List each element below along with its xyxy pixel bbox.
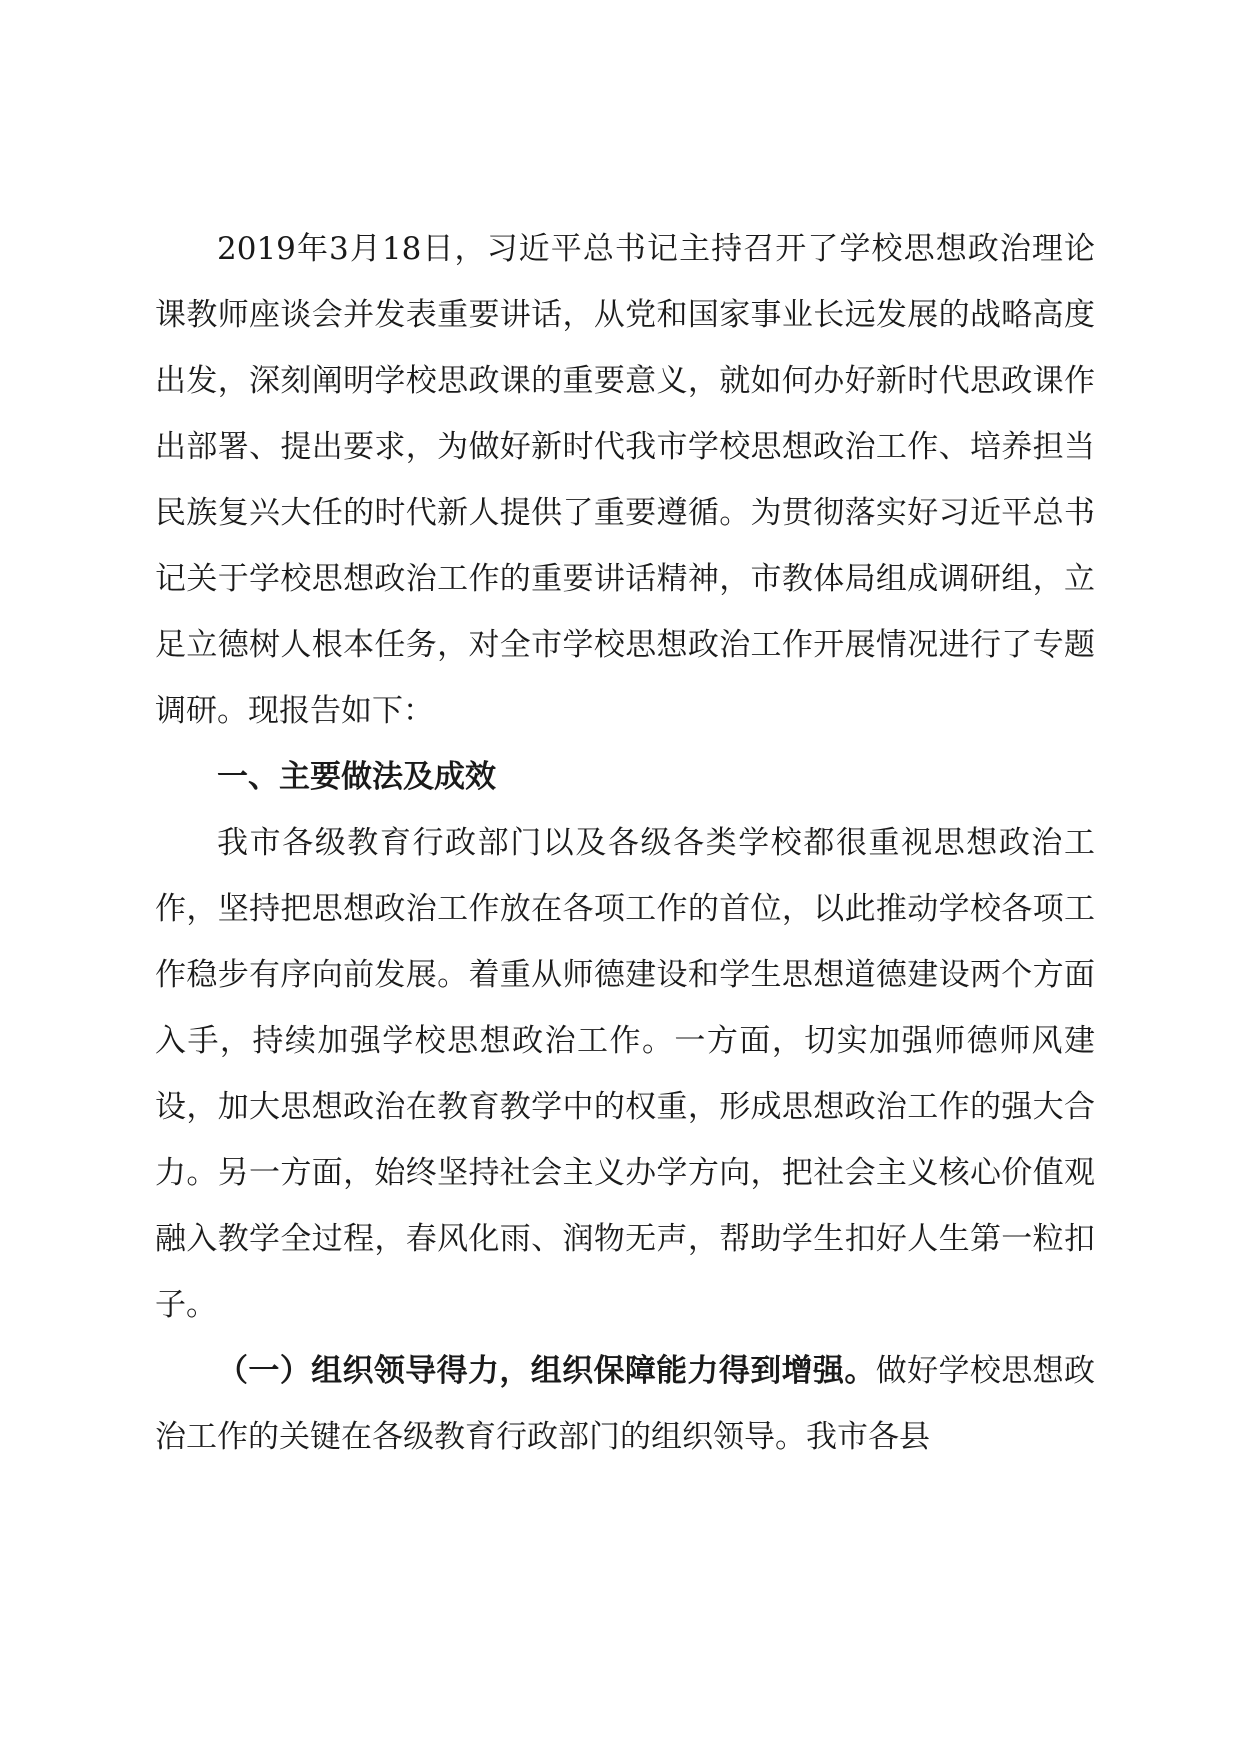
practices-paragraph: 我市各级教育行政部门以及各级各类学校都很重视思想政治工作，坚持把思想政治工作放在各项工作的首位，以此推动学校各项工作稳步有序向前发展。着重从师德建设和学生思想道德建设两个方面入手，持续加强学校思想政治工作。一方面，切实加强师德师风建设，加大思想政治在教育教学中的权重，形成思想政治工作的强大合力。另一方面，始终坚持社会主义办学方向，把社会主义核心价值观融入教学全过程，春风化雨、润物无声，帮助学生扣好人生第一粒扣子。 [155, 825, 1095, 1323]
section-heading: 一、主要做法及成效 [217, 759, 496, 795]
subsection-body: 做好学校思想政治工作的关键在各级教育行政部门的组织领导。我市各县 [155, 1353, 1096, 1455]
subsection-lead: （一）组织领导得力，组织保障能力得到增强。 [217, 1353, 876, 1389]
document-body [155, 216, 1095, 1470]
intro-paragraph: 2019年3月18日，习近平总书记主持召开了学校思想政治理论课教师座谈会并发表重要讲话，从党和国家事业长远发展的战略高度出发，深刻阐明学校思政课的重要意义，就如何办好新时代思政课作出部署、提出要求，为做好新时代我市学校思想政治工作、培养担当民族复兴大任的时代新人提供了重要遵循。为贯彻落实好习近平总书记关于学校思想政治工作的重要讲话精神，市教体局组成调研组，立足立德树人根本任务，对全市学校思想政治工作开展情况进行了专题调研。现报告如下： [155, 231, 1095, 729]
organization-paragraph [155, 1338, 1095, 1470]
